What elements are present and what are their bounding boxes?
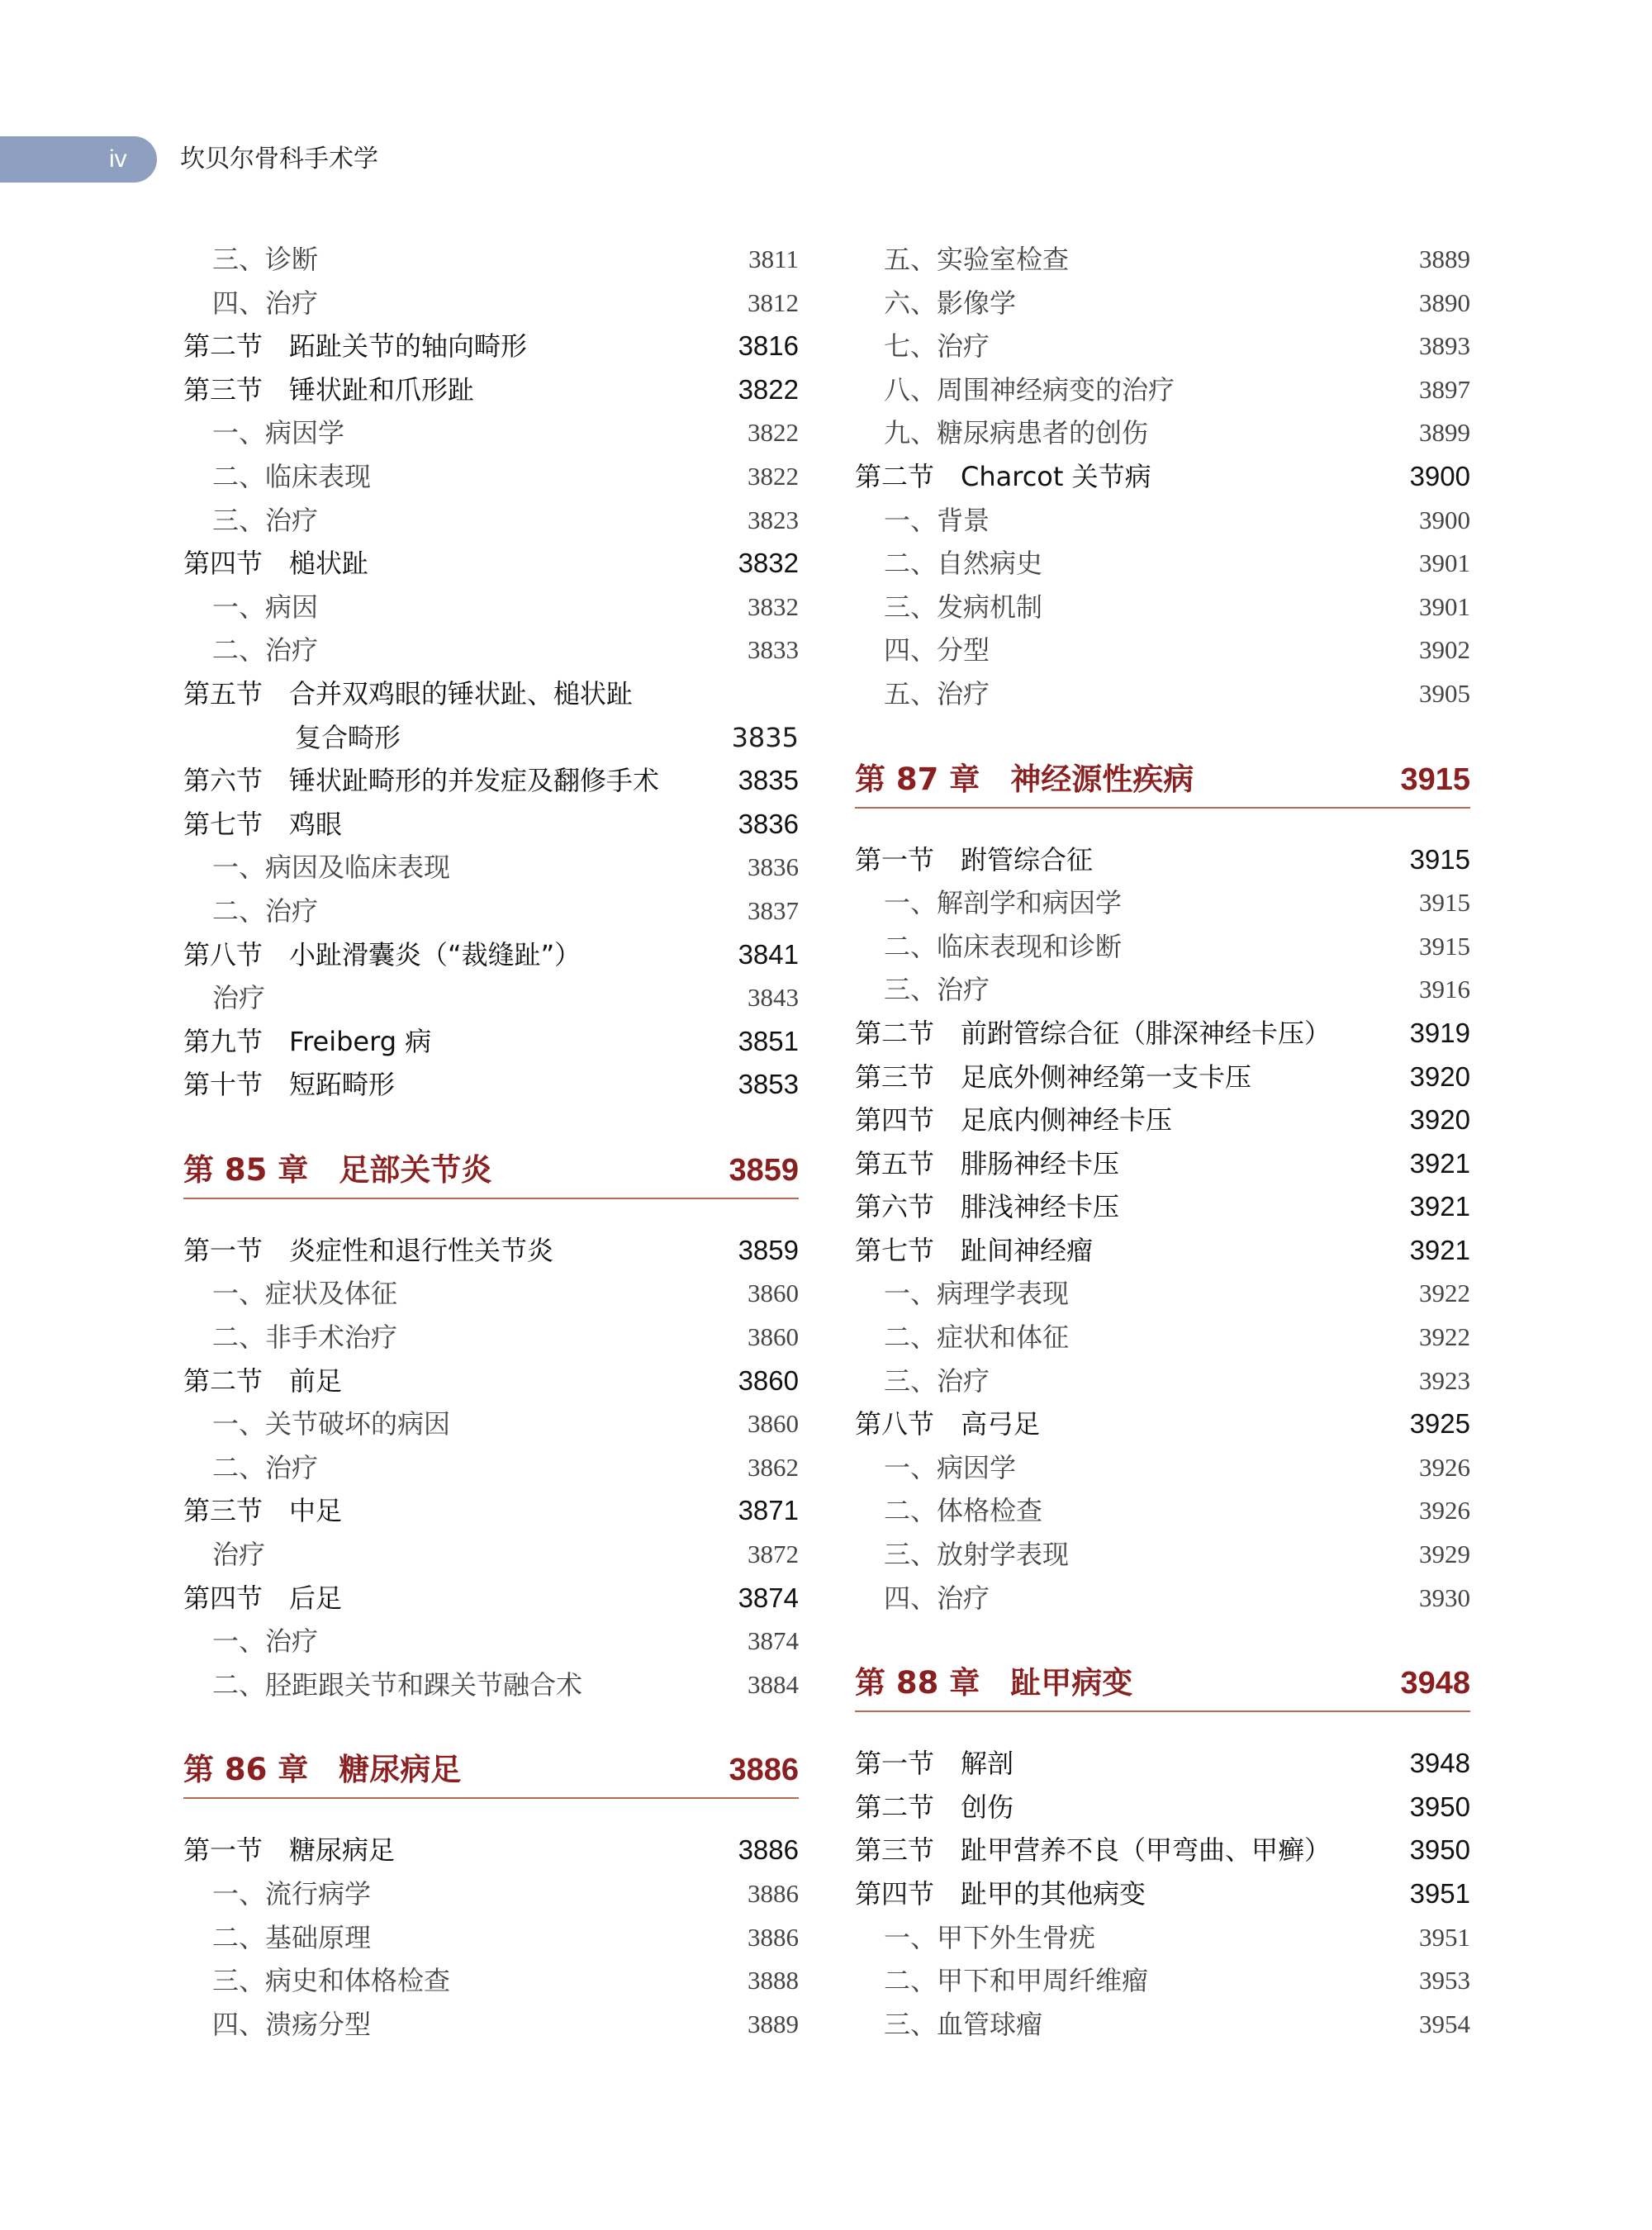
toc-subsection-entry[interactable] <box>183 1533 799 1577</box>
entry-title: 三、治疗 <box>212 504 319 536</box>
entry-title: 一、病因 <box>212 591 319 623</box>
entry-title: 第五节 腓肠神经卡压 <box>855 1147 1120 1179</box>
toc-section-entry[interactable] <box>855 1872 1470 1916</box>
toc-subsection-entry[interactable] <box>183 1402 799 1446</box>
entry-page: 3872 <box>748 1540 799 1569</box>
entry-page: 3822 <box>748 461 799 491</box>
toc-subsection-entry[interactable] <box>855 586 1470 629</box>
chapter-page: 3948 <box>1400 1666 1470 1701</box>
entry-page: 3884 <box>748 1669 799 1699</box>
toc-section-entry[interactable] <box>183 803 799 847</box>
entry-page: 3862 <box>748 1452 799 1482</box>
chapter-title: 第 88 章 趾甲病变 <box>855 1665 1133 1701</box>
entry-title: 第一节 炎症性和退行性关节炎 <box>183 1234 554 1266</box>
entry-title: 二、临床表现和诊断 <box>884 930 1123 962</box>
toc-left-column <box>183 238 799 2046</box>
entry-page: 3930 <box>1419 1582 1470 1612</box>
entry-title: 二、治疗 <box>212 634 319 667</box>
chapter-page: 3915 <box>1400 762 1470 797</box>
entry-page: 3836 <box>748 852 799 882</box>
entry-title: 三、治疗 <box>884 1364 990 1397</box>
entry-title: 一、症状及体征 <box>212 1278 398 1310</box>
toc-section-entry[interactable] <box>183 1577 799 1620</box>
toc-section-entry[interactable] <box>183 1229 799 1273</box>
entry-page: 3897 <box>1419 374 1470 404</box>
entry-title: 第二节 创伤 <box>855 1791 1014 1823</box>
entry-page: 3835 <box>731 721 799 753</box>
toc-subsection-entry[interactable] <box>855 629 1470 672</box>
entry-title: 三、治疗 <box>884 974 990 1006</box>
entry-page: 3823 <box>748 505 799 534</box>
entry-title: 一、关节破坏的病因 <box>212 1408 451 1440</box>
entry-page: 3948 <box>1409 1748 1470 1779</box>
toc-section-entry[interactable] <box>855 1829 1470 1872</box>
toc-section-entry[interactable] <box>183 759 799 803</box>
entry-page: 3919 <box>1409 1017 1470 1048</box>
toc-section-entry[interactable] <box>183 1063 799 1107</box>
entry-page: 3900 <box>1419 505 1470 534</box>
entry-page: 3889 <box>1419 244 1470 273</box>
entry-title: 第三节 足底外侧神经第一支卡压 <box>855 1060 1252 1093</box>
toc-section-entry[interactable] <box>183 368 799 412</box>
entry-title: 一、病理学表现 <box>884 1278 1070 1310</box>
toc-section-entry[interactable] <box>855 1098 1470 1142</box>
entry-title: 四、溃疡分型 <box>212 2008 372 2040</box>
toc-subsection-entry[interactable] <box>855 925 1470 969</box>
entry-title: 二、治疗 <box>212 1451 319 1483</box>
chapter-page: 3886 <box>729 1753 799 1788</box>
entry-title: 二、甲下和甲周纤维瘤 <box>884 1965 1149 1997</box>
entry-page: 3899 <box>1419 418 1470 448</box>
toc-section-entry[interactable] <box>855 1402 1470 1446</box>
toc-subsection-entry[interactable] <box>855 1916 1470 1960</box>
entry-title: 第一节 解剖 <box>855 1748 1014 1780</box>
toc-subsection-entry[interactable] <box>855 282 1470 325</box>
entry-page: 3901 <box>1419 548 1470 578</box>
header-tab <box>0 136 157 183</box>
entry-title: 二、体格检查 <box>884 1495 1043 1527</box>
toc-subsection-entry[interactable] <box>183 411 799 455</box>
entry-page: 3837 <box>748 895 799 925</box>
entry-title: 治疗 <box>212 982 266 1014</box>
chapter-title: 第 85 章 足部关节炎 <box>183 1151 492 1188</box>
entry-title: 第三节 趾甲营养不良（甲弯曲、甲癣） <box>855 1834 1332 1867</box>
chapter-title: 第 86 章 糖尿病足 <box>183 1752 462 1788</box>
entry-title: 第三节 中足 <box>183 1495 343 1527</box>
toc-subsection-entry[interactable] <box>855 368 1470 412</box>
entry-title: 五、实验室检查 <box>884 244 1070 275</box>
entry-page: 3886 <box>738 1834 799 1866</box>
entry-page: 3923 <box>1419 1365 1470 1395</box>
entry-title: 一、病因学 <box>212 417 345 449</box>
entry-title: 二、非手术治疗 <box>212 1321 398 1354</box>
entry-title: 第十节 短跖畸形 <box>183 1069 396 1101</box>
entry-page: 3926 <box>1419 1496 1470 1525</box>
entry-title: 第六节 锤状趾畸形的并发症及翻修手术 <box>183 765 660 797</box>
entry-title: 第八节 小趾滑囊炎（“裁缝趾”） <box>183 938 582 970</box>
entry-title: 第二节 前跗管综合征（腓深神经卡压） <box>855 1017 1332 1049</box>
entry-title: 八、周围神经病变的治疗 <box>884 373 1175 406</box>
toc-section-entry[interactable] <box>183 1020 799 1064</box>
toc-section-entry[interactable] <box>855 1056 1470 1099</box>
toc-section-entry[interactable] <box>855 838 1470 882</box>
entry-title: 一、流行病学 <box>212 1878 372 1910</box>
toc-subsection-entry[interactable] <box>183 1916 799 1960</box>
entry-title: 一、解剖学和病因学 <box>884 887 1123 919</box>
entry-title: 第一节 糖尿病足 <box>183 1834 396 1867</box>
entry-title: 三、病史和体格检查 <box>212 1965 451 1997</box>
toc-subsection-entry[interactable] <box>855 325 1470 368</box>
toc-section-entry[interactable] <box>855 1742 1470 1786</box>
toc-section-entry[interactable] <box>855 1786 1470 1829</box>
toc-subsection-entry[interactable] <box>855 542 1470 586</box>
entry-page: 3841 <box>738 938 799 970</box>
entry-page: 3886 <box>748 1922 799 1952</box>
entry-title: 三、放射学表现 <box>884 1539 1070 1571</box>
entry-title: 第五节 合并双鸡眼的锤状趾、槌状趾 <box>183 677 634 709</box>
entry-page: 3900 <box>1409 460 1470 491</box>
entry-page: 3921 <box>1409 1147 1470 1179</box>
entry-page: 3836 <box>738 808 799 839</box>
entry-title: 第四节 足底内侧神经卡压 <box>855 1104 1173 1136</box>
entry-page: 3816 <box>738 330 799 362</box>
entry-title: 一、背景 <box>884 504 990 536</box>
entry-title: 五、治疗 <box>884 677 990 709</box>
toc-subsection-entry[interactable] <box>855 1959 1470 2003</box>
entry-page: 3916 <box>1419 975 1470 1004</box>
entry-title: 二、治疗 <box>212 894 319 927</box>
toc-section-entry[interactable] <box>855 1229 1470 1273</box>
entry-page: 3860 <box>748 1409 799 1439</box>
entry-page: 3929 <box>1419 1540 1470 1569</box>
entry-page: 3915 <box>1419 888 1470 918</box>
entry-title: 二、临床表现 <box>212 460 372 492</box>
toc-subsection-entry[interactable] <box>183 1446 799 1490</box>
toc-subsection-entry[interactable] <box>183 1663 799 1707</box>
toc-subsection-entry[interactable] <box>855 1359 1470 1403</box>
toc-subsection-entry[interactable] <box>183 890 799 933</box>
toc-section-entry[interactable] <box>183 1489 799 1533</box>
toc-subsection-entry[interactable] <box>855 1272 1470 1316</box>
entry-page: 3889 <box>748 2009 799 2038</box>
entry-page: 3920 <box>1409 1060 1470 1092</box>
entry-page: 3954 <box>1419 2009 1470 2038</box>
toc-subsection-entry[interactable] <box>855 411 1470 455</box>
entry-title: 六、影像学 <box>884 287 1017 319</box>
entry-page: 3950 <box>1409 1791 1470 1822</box>
page-number: iv <box>109 145 127 173</box>
entry-title: 三、血管球瘤 <box>884 2008 1043 2040</box>
entry-page: 3902 <box>1419 635 1470 665</box>
chapter-title: 第 87 章 神经源性疾病 <box>855 761 1194 797</box>
entry-title: 四、治疗 <box>884 1582 990 1614</box>
entry-title: 一、治疗 <box>212 1625 319 1658</box>
entry-title: 二、基础原理 <box>212 1921 372 1953</box>
entry-title: 治疗 <box>212 1539 266 1571</box>
toc-subsection-entry[interactable] <box>855 1446 1470 1490</box>
entry-page: 3871 <box>738 1495 799 1526</box>
entry-title: 第四节 后足 <box>183 1582 343 1614</box>
toc-section-entry[interactable] <box>183 1829 799 1872</box>
entry-title: 第二节 前足 <box>183 1364 343 1397</box>
entry-page: 3905 <box>1419 678 1470 708</box>
entry-page: 3915 <box>1409 843 1470 875</box>
entry-title: 二、症状和体征 <box>884 1321 1070 1354</box>
toc-subsection-entry[interactable] <box>183 282 799 325</box>
toc-section-entry[interactable] <box>855 1142 1470 1186</box>
entry-title: 一、病因及临床表现 <box>212 852 451 884</box>
entry-title: 四、分型 <box>884 634 990 667</box>
entry-page: 3859 <box>738 1234 799 1265</box>
entry-page: 3921 <box>1409 1234 1470 1265</box>
entry-title: 第四节 槌状趾 <box>183 548 369 580</box>
toc-subsection-entry[interactable] <box>183 976 799 1020</box>
entry-page: 3888 <box>748 1966 799 1995</box>
entry-page: 3874 <box>748 1626 799 1656</box>
toc-section-entry[interactable] <box>855 1185 1470 1229</box>
toc-subsection-entry[interactable] <box>183 2003 799 2047</box>
entry-title: 七、治疗 <box>884 330 990 363</box>
entry-page: 3833 <box>748 635 799 665</box>
toc-subsection-entry[interactable] <box>855 968 1470 1012</box>
toc-subsection-entry[interactable] <box>855 499 1470 543</box>
entry-page: 3951 <box>1409 1878 1470 1909</box>
entry-page: 3860 <box>748 1322 799 1352</box>
toc-subsection-entry[interactable] <box>183 499 799 543</box>
entry-page: 3951 <box>1419 1922 1470 1952</box>
toc-subsection-entry[interactable] <box>183 586 799 629</box>
toc-subsection-entry[interactable] <box>855 1577 1470 1620</box>
entry-page: 3822 <box>748 418 799 448</box>
entry-page: 3851 <box>738 1025 799 1056</box>
entry-page: 3925 <box>1409 1408 1470 1440</box>
toc-subsection-entry[interactable] <box>183 455 799 499</box>
entry-title: 四、治疗 <box>212 287 319 319</box>
entry-title: 第九节 Freiberg 病 <box>183 1025 432 1057</box>
toc-subsection-entry[interactable] <box>855 1533 1470 1577</box>
toc-subsection-entry[interactable] <box>855 881 1470 925</box>
toc-subsection-entry[interactable] <box>855 1316 1470 1359</box>
entry-page: 3950 <box>1409 1834 1470 1866</box>
entry-title: 第二节 跖趾关节的轴向畸形 <box>183 330 528 363</box>
entry-title: 第二节 Charcot 关节病 <box>855 460 1151 492</box>
toc-section-entry[interactable] <box>183 542 799 586</box>
toc-subsection-entry[interactable] <box>855 238 1470 282</box>
entry-title: 三、发病机制 <box>884 591 1043 623</box>
entry-title: 三、诊断 <box>212 244 319 275</box>
entry-page: 3893 <box>1419 331 1470 361</box>
entry-page: 3853 <box>738 1069 799 1100</box>
entry-title: 复合畸形 <box>295 721 401 753</box>
chapter-page: 3859 <box>729 1152 799 1188</box>
entry-title: 九、糖尿病患者的创伤 <box>884 417 1149 449</box>
entry-page: 3922 <box>1419 1322 1470 1352</box>
toc-subsection-entry[interactable] <box>183 1316 799 1359</box>
entry-page: 3811 <box>748 244 799 273</box>
entry-page: 3953 <box>1419 1966 1470 1995</box>
entry-page: 3922 <box>1419 1279 1470 1308</box>
entry-title: 二、胫距跟关节和踝关节融合术 <box>212 1668 583 1701</box>
entry-page: 3921 <box>1409 1191 1470 1222</box>
toc-section-entry[interactable] <box>183 672 799 716</box>
entry-page: 3901 <box>1419 591 1470 621</box>
toc-section-entry[interactable] <box>855 1012 1470 1056</box>
toc-subsection-entry[interactable] <box>855 672 1470 716</box>
entry-title: 第七节 趾间神经瘤 <box>855 1234 1094 1266</box>
entry-title: 第四节 趾甲的其他病变 <box>855 1878 1146 1910</box>
chapter-heading[interactable] <box>855 756 1470 804</box>
toc-subsection-entry[interactable] <box>183 629 799 672</box>
entry-page: 3832 <box>738 548 799 579</box>
toc-subsection-entry[interactable] <box>855 1489 1470 1533</box>
toc-subsection-entry[interactable] <box>183 1272 799 1316</box>
entry-page: 3843 <box>748 983 799 1013</box>
entry-page: 3835 <box>738 765 799 796</box>
toc-section-entry[interactable] <box>183 716 799 760</box>
entry-page: 3890 <box>1419 287 1470 317</box>
entry-page: 3926 <box>1419 1452 1470 1482</box>
toc-subsection-entry[interactable] <box>183 1872 799 1916</box>
toc-subsection-entry[interactable] <box>183 238 799 282</box>
entry-page: 3920 <box>1409 1104 1470 1136</box>
toc-subsection-entry[interactable] <box>183 1959 799 2003</box>
entry-page: 3832 <box>748 591 799 621</box>
book-title: 坎贝尔骨科手术学 <box>180 145 378 173</box>
entry-title: 第一节 跗管综合征 <box>855 843 1094 875</box>
entry-page: 3812 <box>748 287 799 317</box>
chapter-heading[interactable] <box>855 1659 1470 1707</box>
entry-page: 3915 <box>1419 931 1470 961</box>
entry-page: 3874 <box>738 1582 799 1613</box>
entry-page: 3886 <box>748 1879 799 1908</box>
entry-page: 3822 <box>738 373 799 405</box>
entry-title: 第七节 鸡眼 <box>183 808 343 840</box>
chapter-heading[interactable] <box>183 1746 799 1794</box>
toc-section-entry[interactable] <box>855 455 1470 499</box>
entry-title: 一、病因学 <box>884 1451 1017 1483</box>
entry-title: 第八节 高弓足 <box>855 1408 1041 1440</box>
toc-subsection-entry[interactable] <box>183 846 799 890</box>
toc-section-entry[interactable] <box>183 933 799 977</box>
entry-page: 3860 <box>738 1364 799 1396</box>
chapter-heading[interactable] <box>183 1146 799 1194</box>
entry-title: 第六节 腓浅神经卡压 <box>855 1191 1120 1223</box>
entry-page: 3860 <box>748 1279 799 1308</box>
toc-section-entry[interactable] <box>183 1359 799 1403</box>
toc-right-column <box>855 238 1470 2046</box>
entry-title: 第三节 锤状趾和爪形趾 <box>183 373 475 406</box>
entry-title: 二、自然病史 <box>884 548 1043 580</box>
entry-title: 一、甲下外生骨疣 <box>884 1921 1096 1953</box>
toc-subsection-entry[interactable] <box>855 2003 1470 2047</box>
toc-subsection-entry[interactable] <box>183 1620 799 1663</box>
toc-section-entry[interactable] <box>183 325 799 368</box>
